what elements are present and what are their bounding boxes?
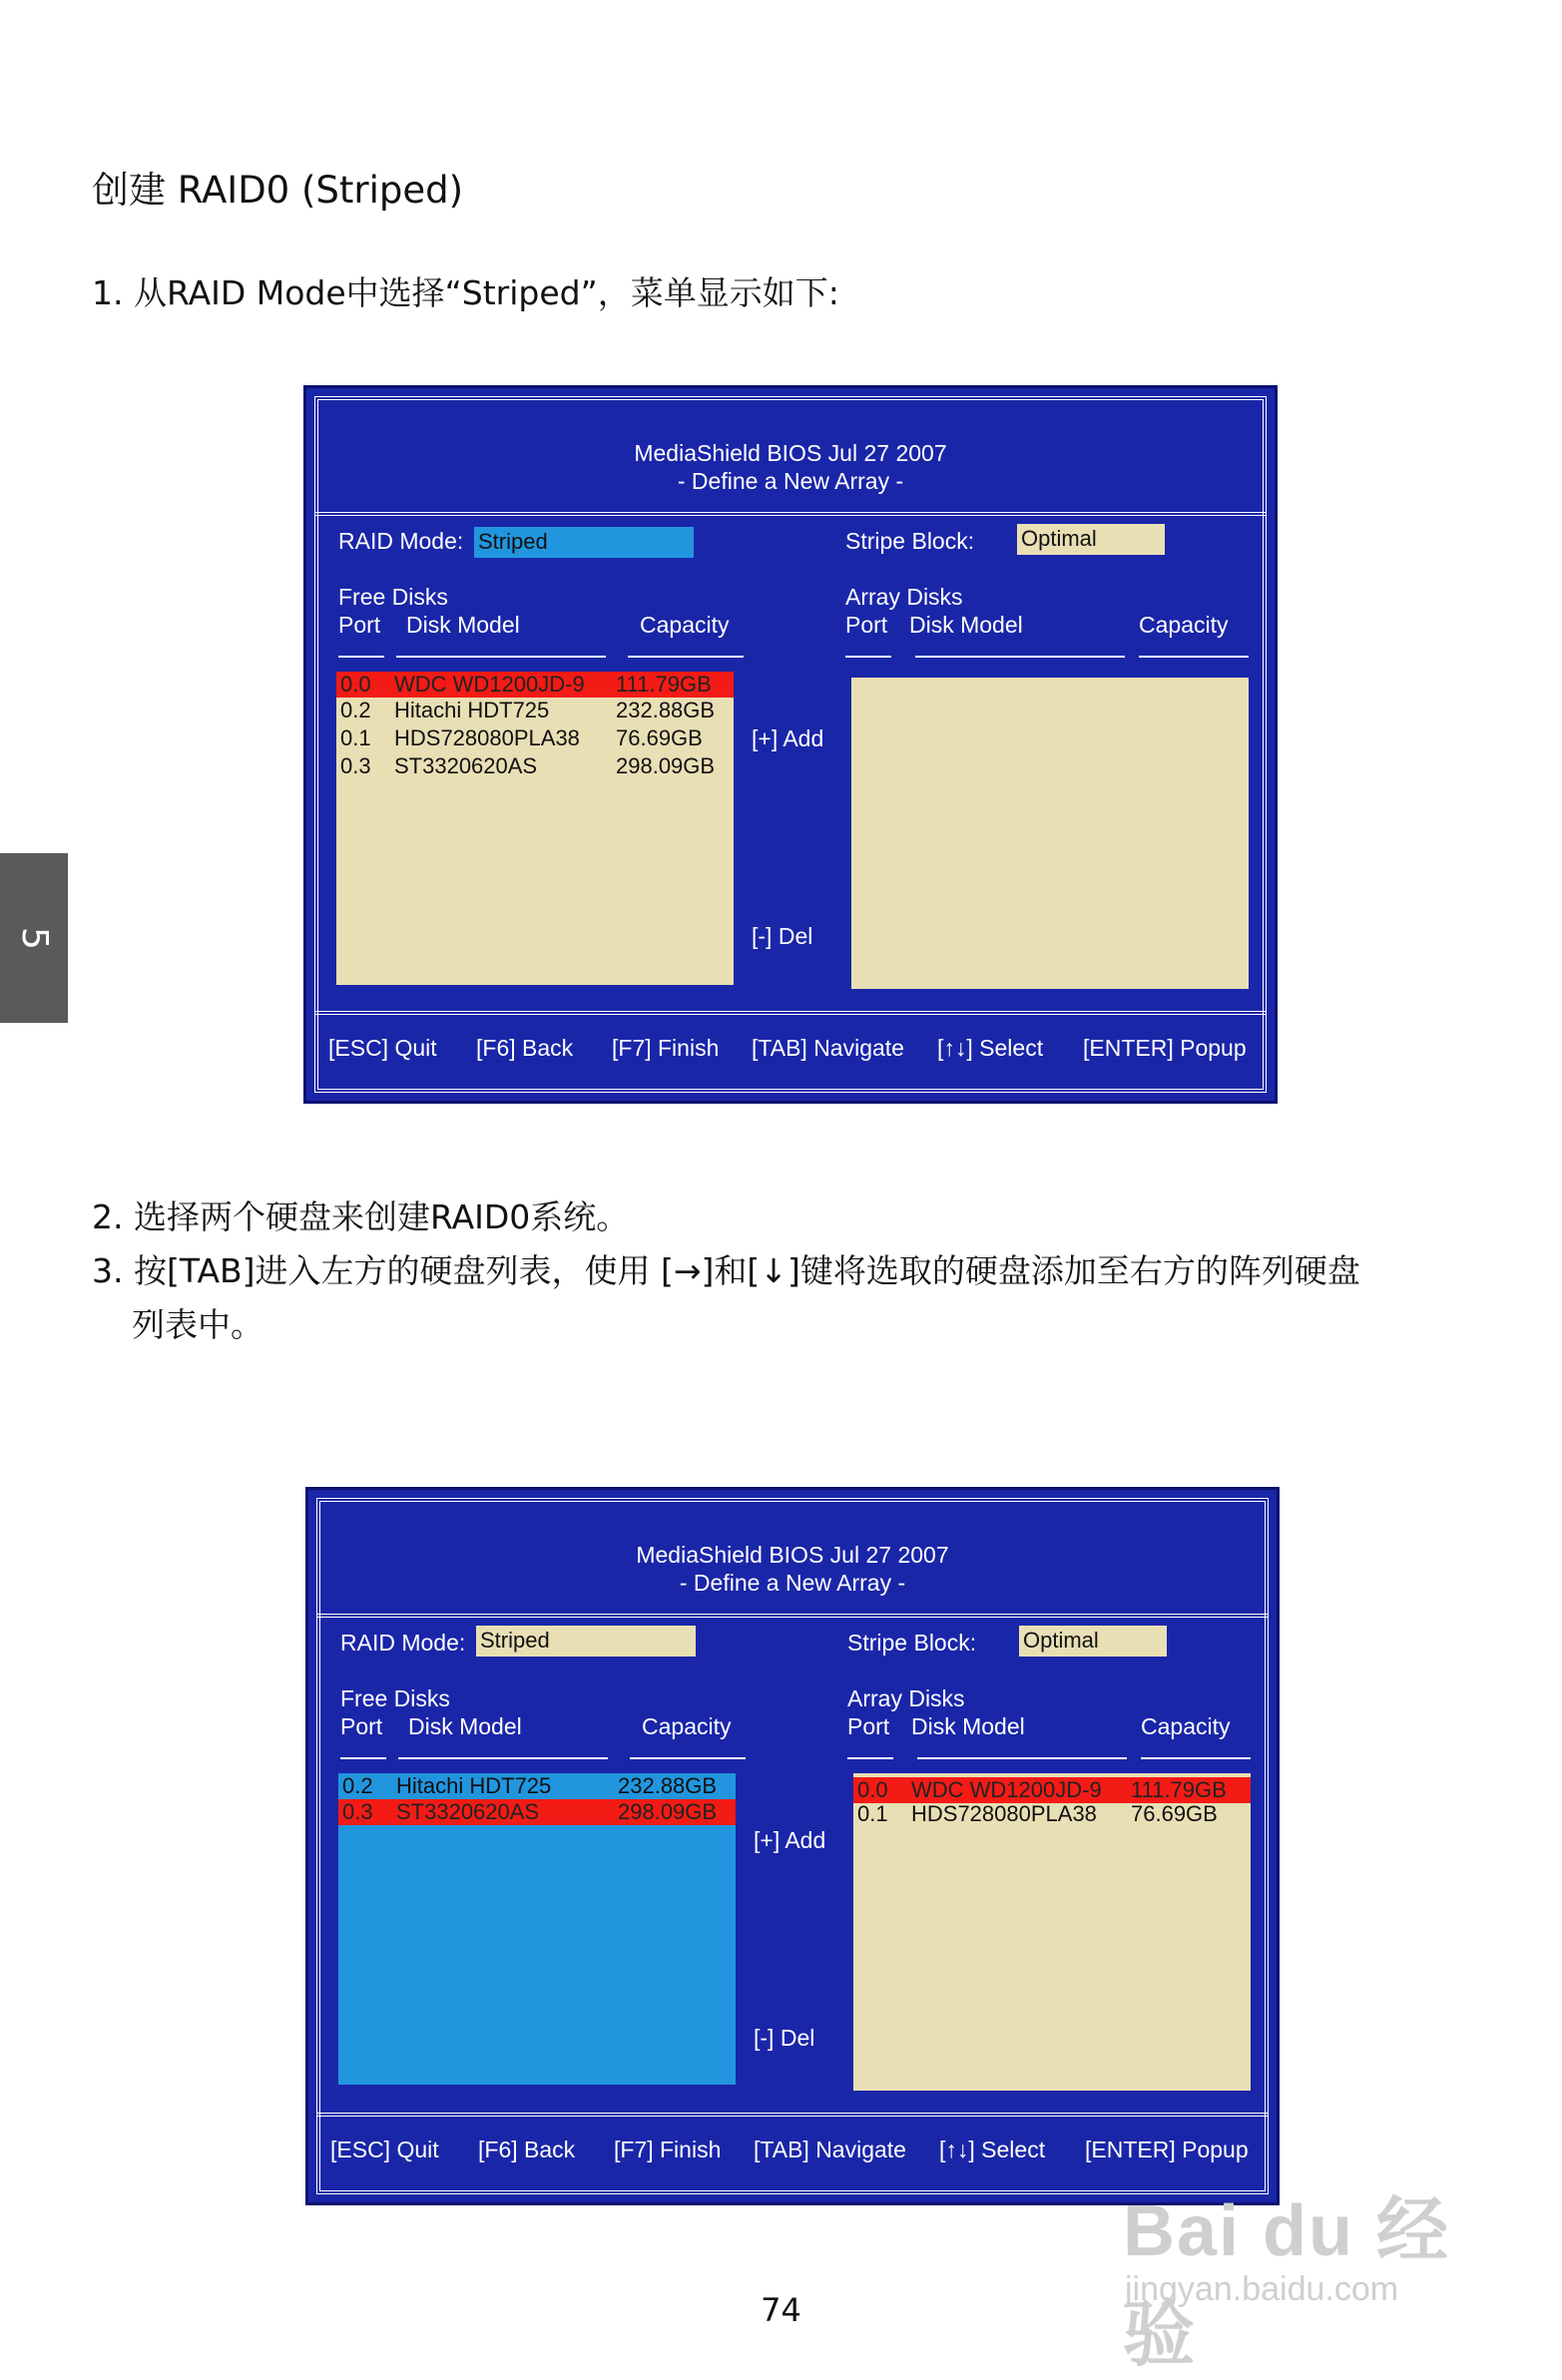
bios-title: MediaShield BIOS Jul 27 2007 [634, 440, 947, 466]
free-disks-label: Free Disks [340, 1685, 450, 1711]
array-disks-list[interactable] [853, 1773, 1251, 2091]
list-item[interactable]: 0.2 Hitachi HDT725 232.88GB [338, 1773, 736, 1799]
step-2-text: 2. 选择两个硬盘来创建RAID0系统。 [92, 1197, 630, 1236]
free-col-capacity: Capacity [642, 1713, 732, 1739]
col-underline [845, 656, 891, 658]
footer-tab: [TAB] Navigate [754, 2137, 906, 2162]
raid-mode-field[interactable]: Striped [476, 1626, 696, 1657]
footer-f6: [F6] Back [478, 2137, 576, 2162]
col-underline [1139, 656, 1249, 658]
footer-esc: [ESC] Quit [330, 2137, 439, 2162]
col-underline [338, 656, 384, 658]
free-col-model: Disk Model [408, 1713, 522, 1739]
footer-select: [↑↓] Select [939, 2137, 1046, 2162]
watermark-url: jingyan.baidu.com [1125, 2270, 1399, 2308]
array-disks-label: Array Disks [847, 1685, 965, 1711]
del-button[interactable]: [-] Del [752, 923, 813, 949]
bios-subtitle: - Define a New Array - [679, 1570, 906, 1596]
col-underline [396, 656, 606, 658]
stripe-block-field[interactable]: Optimal [1017, 524, 1165, 555]
free-col-model: Disk Model [406, 612, 520, 638]
array-disks-list[interactable] [851, 678, 1249, 989]
col-underline [630, 1757, 746, 1759]
array-disks-label: Array Disks [845, 584, 963, 610]
bios-screen-2 [305, 1487, 1280, 2205]
list-item[interactable]: 0.3 ST3320620AS 298.09GB [340, 753, 716, 778]
section-heading: 创建 RAID0 (Striped) [92, 169, 464, 212]
add-button[interactable]: [+] Add [752, 725, 824, 751]
footer-f7: [F7] Finish [612, 1035, 720, 1061]
free-col-capacity: Capacity [640, 612, 730, 638]
free-disks-list[interactable] [338, 1773, 736, 2085]
list-item[interactable]: 0.1 HDS728080PLA38 76.69GB [857, 1801, 1218, 1826]
footer-f7: [F7] Finish [614, 2137, 722, 2162]
list-item[interactable]: 0.1 HDS728080PLA38 76.69GB [340, 725, 703, 750]
free-disks-label: Free Disks [338, 584, 448, 610]
bios-title: MediaShield BIOS Jul 27 2007 [636, 1542, 949, 1568]
free-col-port: Port [338, 612, 381, 638]
raid-mode-field[interactable]: Striped [474, 527, 694, 558]
col-underline [1141, 1757, 1251, 1759]
bios-footer-divider [314, 1011, 1267, 1015]
list-item[interactable]: 0.0 WDC WD1200JD-9 111.79GB [336, 672, 734, 698]
footer-f6: [F6] Back [476, 1035, 574, 1061]
page-number: 74 [761, 2291, 801, 2329]
bios-header-divider [314, 512, 1267, 516]
array-col-capacity: Capacity [1139, 612, 1229, 638]
stripe-block-label: Stripe Block: [845, 528, 975, 554]
array-col-model: Disk Model [909, 612, 1023, 638]
array-col-port: Port [845, 612, 888, 638]
col-underline [915, 656, 1125, 658]
stripe-block-field[interactable]: Optimal [1019, 1626, 1167, 1657]
step-3-text: 3. 按[TAB]进入左方的硬盘列表，使用 [→]和[↓]键将选取的硬盘添加至右方的阵列硬盘 [92, 1251, 1360, 1290]
del-button[interactable]: [-] Del [754, 2025, 815, 2051]
footer-esc: [ESC] Quit [328, 1035, 437, 1061]
col-underline [917, 1757, 1127, 1759]
footer-enter: [ENTER] Popup [1085, 2137, 1249, 2162]
step-1-text: 1. 从RAID Mode中选择“Striped”，菜单显示如下: [92, 273, 839, 312]
bios-header-divider [316, 1614, 1269, 1618]
bios-footer-divider [316, 2113, 1269, 2117]
col-underline [340, 1757, 386, 1759]
col-underline [628, 656, 744, 658]
stripe-block-label: Stripe Block: [847, 1630, 977, 1656]
col-underline [847, 1757, 893, 1759]
list-item[interactable]: 0.2 Hitachi HDT725 232.88GB [340, 698, 716, 722]
bios-subtitle: - Define a New Array - [677, 468, 904, 494]
array-col-model: Disk Model [911, 1713, 1025, 1739]
chapter-tab [0, 853, 68, 1023]
raid-mode-label: RAID Mode: [340, 1630, 466, 1656]
footer-tab: [TAB] Navigate [752, 1035, 904, 1061]
col-underline [398, 1757, 608, 1759]
array-col-capacity: Capacity [1141, 1713, 1231, 1739]
free-disks-list[interactable] [336, 672, 734, 985]
free-col-port: Port [340, 1713, 383, 1739]
array-col-port: Port [847, 1713, 890, 1739]
bios-screen-1 [303, 385, 1278, 1104]
watermark-logo: Bai du 经验 [1123, 2191, 1451, 2375]
chapter-number: 5 [13, 926, 55, 950]
add-button[interactable]: [+] Add [754, 1827, 826, 1853]
step-3-text-cont: 列表中。 [132, 1305, 263, 1344]
list-item[interactable]: 0.3 ST3320620AS 298.09GB [338, 1799, 736, 1825]
footer-select: [↑↓] Select [937, 1035, 1044, 1061]
list-item[interactable]: 0.0 WDC WD1200JD-9 111.79GB [853, 1777, 1251, 1803]
footer-enter: [ENTER] Popup [1083, 1035, 1247, 1061]
raid-mode-label: RAID Mode: [338, 528, 464, 554]
